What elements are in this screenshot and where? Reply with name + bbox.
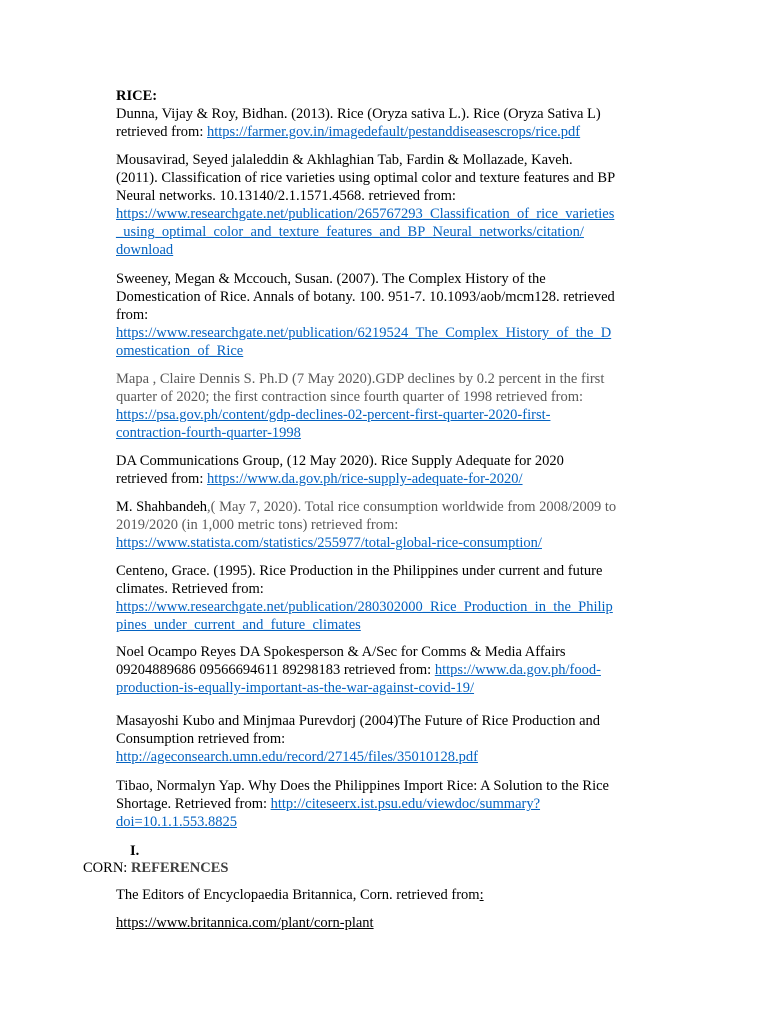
link-citeseerx-cont[interactable]: doi=10.1.1.553.8825: [116, 814, 237, 830]
link-researchgate-production-cont[interactable]: pines_under_current_and_future_climates: [116, 617, 361, 633]
link-ageconsearch[interactable]: http://ageconsearch.umn.edu/record/27145/files/35010128.pdf: [116, 749, 479, 765]
reference-mapa: Mapa , Claire Dennis S. Ph.D (7 May 2020).GDP declines by 0.2 percent in the first quarter of 2020; the first contraction since fourth quarter of 1998 retrieved from: https://psa.gov.ph/content/gdp-declines-02-percent-first-quarter-2020-first- contraction-fourth-quarter-1998: [116, 370, 656, 442]
link-psa-gdp-cont[interactable]: contraction-fourth-quarter-1998: [116, 425, 301, 441]
link-da-food-production[interactable]: https://www.da.gov.ph/food-: [434, 662, 601, 678]
link-da-rice-supply[interactable]: https://www.da.gov.ph/rice-supply-adequate-for-2020/: [207, 471, 523, 487]
reference-sweeney: Sweeney, Megan & Mccouch, Susan. (2007). The Complex History of the Domestication of Rice. Annals of botany. 100. 951-7. 10.1093/aob/mcm128. retrieved from: https://www.researchgate.net/publication/6219524_The_Complex_History_of_the_D omestication_of_Rice: [116, 270, 656, 360]
link-farmer-gov[interactable]: https://farmer.gov.in/imagedefault/pestanddiseasescrops/rice.pdf: [207, 124, 581, 140]
link-researchgate-production[interactable]: https://www.researchgate.net/publication/280302000_Rice_Production_in_the_Philip: [116, 599, 613, 615]
rice-heading: RICE:: [116, 88, 158, 104]
link-researchgate-classification[interactable]: https://www.researchgate.net/publication/265767293_Classification_of_rice_varieties: [116, 206, 615, 222]
reference-britannica: The Editors of Encyclopaedia Britannica, Corn. retrieved from:: [116, 887, 484, 903]
link-researchgate-classification-cont[interactable]: _using_optimal_color_and_texture_features_and_BP_Neural_networks/citation/: [116, 224, 584, 240]
link-citeseerx[interactable]: http://citeseerx.ist.psu.edu/viewdoc/summary?: [270, 796, 541, 812]
reference-shahbandeh: M. Shahbandeh,( May 7, 2020). Total rice consumption worldwide from 2008/2009 to 2019/2020 (in 1,000 metric tons) retrieved from: https://www.statista.com/statistics/255977/total-global-rice-consumption/: [116, 498, 656, 552]
reference-britannica-link: [116, 914, 656, 932]
reference-da-communications: DA Communications Group, (12 May 2020). Rice Supply Adequate for 2020 retrieved from: https://www.da.gov.ph/rice-supply-adequate-for-2020/: [116, 453, 564, 487]
list-marker: I.: [130, 843, 140, 859]
link-researchgate-history[interactable]: https://www.researchgate.net/publication/6219524_The_Complex_History_of_the_D: [116, 325, 612, 341]
corn-label: CORN:: [83, 860, 131, 876]
link-statista[interactable]: https://www.statista.com/statistics/255977/total-global-rice-consumption/: [116, 535, 542, 551]
link-researchgate-history-cont[interactable]: omestication_of_Rice: [116, 343, 244, 359]
reference-mousavirad: Mousavirad, Seyed jalaleddin & Akhlaghian Tab, Fardin & Mollazade, Kaveh. (2011). Classification of rice varieties using optimal color and texture features and BP Neural networks. 10.13140/2.1.1571.4568. retrieved from: https://www.researchgate.net/publication/265767293_Classification_of_rice_varieties _using_optimal_color_and_texture_features_and_BP_Neural_networks/citation/ download: [116, 151, 656, 259]
reference-tibao: Tibao, Normalyn Yap. Why Does the Philippines Import Rice: A Solution to the Rice Shortage. Retrieved from: http://citeseerx.ist.psu.edu/viewdoc/summary? doi=10.1.1.553.8825: [116, 777, 656, 831]
reference-centeno: Centeno, Grace. (1995). Rice Production in the Philippines under current and future climates. Retrieved from: https://www.researchgate.net/publication/280302000_Rice_Production_in_the_Philip pines_under_current_and_future_climates: [116, 562, 656, 634]
link-psa-gdp[interactable]: https://psa.gov.ph/content/gdp-declines-02-percent-first-quarter-2020-first-: [116, 407, 551, 423]
references-heading: REFERENCES: [130, 860, 229, 876]
reference-kubo: Masayoshi Kubo and Minjmaa Purevdorj (2004)The Future of Rice Production and Consumption retrieved from: http://ageconsearch.umn.edu/record/27145/files/35010128.pdf: [116, 712, 656, 766]
reference-reyes: Noel Ocampo Reyes DA Spokesperson & A/Sec for Comms & Media Affairs 09204889686 09566694611 89298183 retrieved from: https://www.da.gov.ph/food- production-is-equally-important-as-the-war-against-covid-19/: [116, 643, 656, 697]
reference-dunna: RICE: Dunna, Vijay & Roy, Bidhan. (2013). Rice (Oryza sativa L.). Rice (Oryza Sativa L) retrieved from: https://farmer.gov.in/imagedefault/pestanddiseasescrops/rice.pdf: [116, 87, 656, 141]
link-da-food-production-cont[interactable]: production-is-equally-important-as-the-war-against-covid-19/: [116, 680, 475, 696]
link-britannica[interactable]: https://www.britannica.com/plant/corn-plant: [116, 915, 374, 931]
link-researchgate-classification-end[interactable]: download: [116, 242, 174, 258]
corn-heading: [83, 859, 228, 877]
